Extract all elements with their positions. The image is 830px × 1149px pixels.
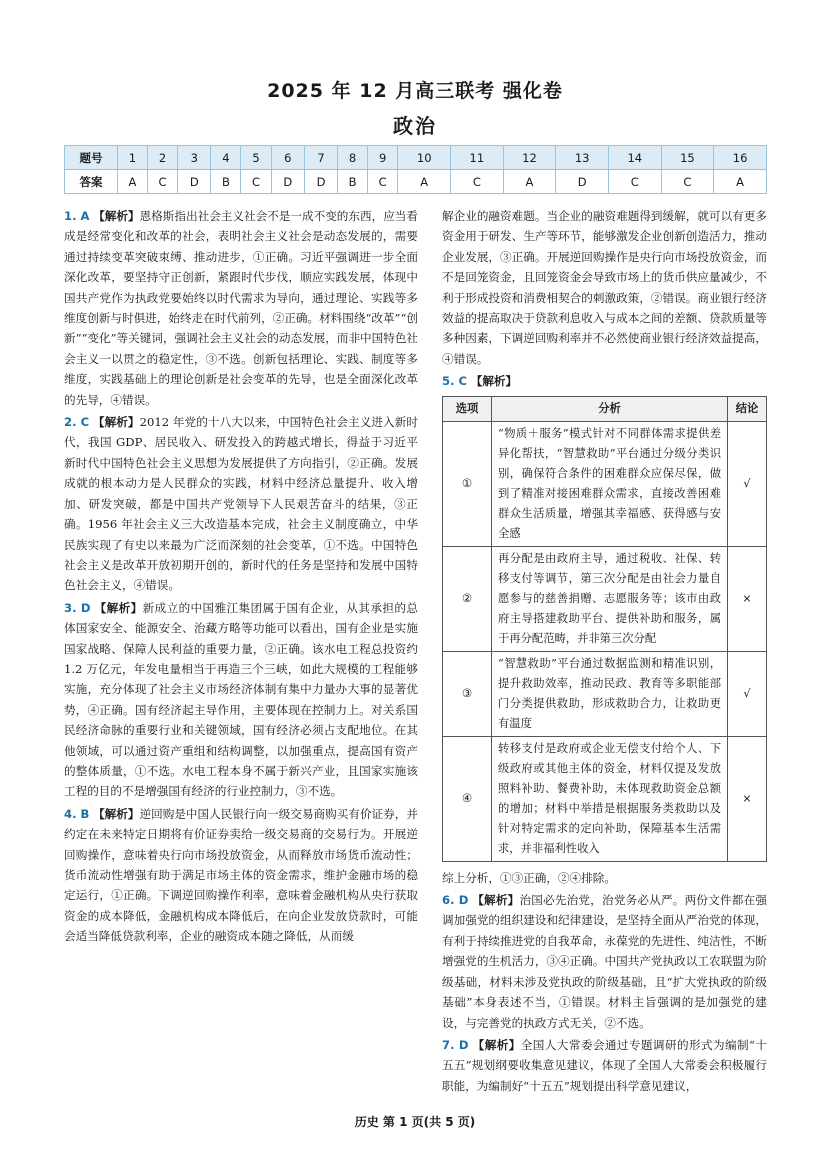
explanation-q2 bbox=[64, 412, 418, 596]
explanation-q3 bbox=[64, 598, 418, 802]
option-analysis: “物质＋服务”模式针对不同群体需求提供差异化帮扶，“智慧救助”平台通过分级分类识别，确保符合条件的困难群众应保尽保，做到了精准对接困难群众需求，直接改善困难群众生活质量，增强其幸福感、获得感与安全感 bbox=[492, 421, 728, 546]
answer-letter: A bbox=[503, 170, 556, 194]
analysis-tag: 【解析】 bbox=[93, 806, 140, 821]
header-analysis: 分析 bbox=[492, 396, 728, 421]
header-conclusion: 结论 bbox=[728, 396, 767, 421]
answer-number: 9 bbox=[368, 146, 398, 170]
analysis-tag: 【解析】 bbox=[472, 1037, 521, 1052]
answer-letter: C bbox=[451, 170, 504, 194]
option-label: ③ bbox=[443, 651, 492, 736]
q5-summary: 综上分析，①③正确，②④排除。 bbox=[442, 870, 616, 885]
answer-number: 13 bbox=[556, 146, 609, 170]
analysis-table-header bbox=[443, 396, 767, 421]
answer-table-number-row bbox=[65, 146, 767, 170]
question-number: 4. B bbox=[64, 806, 90, 821]
table-row bbox=[443, 651, 767, 736]
explanation-q1 bbox=[64, 206, 418, 410]
answer-letter: C bbox=[661, 170, 714, 194]
left-column bbox=[64, 206, 418, 949]
analysis-tag: 【解析】 bbox=[470, 374, 518, 389]
answer-number: 14 bbox=[608, 146, 661, 170]
explanation-text: 逆回购是中国人民银行向一级交易商购买有价证券，并约定在未来特定日期将有价证券卖给一级交易商的交易行为。开展逆回购操作，意味着央行向市场投放资金，从而释放市场货币流动性；货币流动性增强有助于满足市场主体的资金需求，维护金融市场的稳定运行，①正确。下调逆回购操作利率，意味着金融机构从央行获取资金的成本降低，金融机构成本降低后，在向企业发放贷款时，可能会适当降低贷款利率，企业的融资成本随之降低，从而缓 bbox=[64, 806, 418, 944]
answer-letter: C bbox=[368, 170, 398, 194]
explanation-text: 恩格斯指出社会主义社会不是一成不变的东西，应当看成是经常变化和改革的社会，表明社会主义社会是动态发展的，需要通过持续变革突破束缚、推动进步，①正确。习近平强调进一步全面深化改革，要坚持守正创新，紧跟时代步伐，顺应实践发展，体现中国共产党作为执政党要始终以时代需求为导向，通过理论、实践等多维度创新与时俱进，始终走在时代前列，②正确。材料围绕“改革”“创新”“变化”等关键词，强调社会主义社会的动态发展，而非中国特色社会主义一以贯之的稳定性，③不选。创新包括理论、实践、制度等多维度，实践基础上的理论创新是社会变革的先导，也是全面深化改革的先导，④错误。 bbox=[64, 209, 419, 407]
answer-letter: A bbox=[398, 170, 451, 194]
option-analysis: “智慧救助”平台通过数据监测和精准识别，提升救助效率，推动民政、教育等多职能部门分类提供救助，形成救助合力，让救助更有温度 bbox=[492, 651, 728, 736]
subject-title: 政治 bbox=[393, 114, 437, 138]
question-number: 5. C bbox=[442, 374, 468, 389]
answer-table-row-label: 题号 bbox=[65, 146, 118, 170]
answer-number: 16 bbox=[714, 146, 767, 170]
page-title: 2025 年 12 月高三联考 强化卷 bbox=[267, 80, 563, 102]
explanation-q7 bbox=[442, 1035, 767, 1096]
option-label: ④ bbox=[443, 736, 492, 861]
question-number: 7. D bbox=[442, 1037, 469, 1052]
right-column bbox=[442, 206, 767, 1098]
answer-letter: A bbox=[714, 170, 767, 194]
option-analysis: 再分配是由政府主导，通过税收、社保、转移支付等调节，第三次分配是由社会力量自愿参与的慈善捐赠、志愿服务等；该市由政府主导搭建救助平台、提供补助和服务，属于再分配范畴，并非第三次分配 bbox=[492, 546, 728, 651]
explanation-text: 新成立的中国雅江集团属于国有企业，从其承担的总体国家安全、能源安全、治藏方略等功能可以看出，国有企业是实施国家战略、保障人民利益的重要力量，②正确。该水电工程总投资约 1.2 万亿元，年发电量相当于再造三个三峡，如此大规模的工程能够实施，充分体现了社会主义市场经济体制有集中力量办大事的显著优势，④正确。国有经济起主导作用，主要体现在控制力上。对关系国民经济命脉的重要行业和关键领域，国有经济必须占支配地位。在其他领域，可以通过资产重组和结构调整，以加强重点，提高国有资产的整体质量，①不选。水电工程本身不属于新兴产业，且国家实施该工程的目的不是增强国有经济的行业控制力，③不选。 bbox=[64, 600, 418, 799]
question-number: 2. C bbox=[64, 415, 90, 430]
answer-number: 8 bbox=[338, 146, 368, 170]
answer-letter: D bbox=[178, 170, 211, 194]
explanation-text: 治国必先治党，治党务必从严。两份文件都在强调加强党的组织建设和纪律建设，是坚持全面从严治党的体现，有利于持续推进党的自我革命，永葆党的先进性、纯洁性，不断增强党的生机活力，③④正确。中国共产党执政以工农联盟为阶级基础，材料未涉及党执政的阶级基础，且“扩大党执政的阶级基础”本身表述不当，①错误。材料主旨强调的是加强党的建设，与完善党的执政方式无关，②不选。 bbox=[442, 893, 767, 1030]
answer-number: 6 bbox=[271, 146, 304, 170]
analysis-tag: 【解析】 bbox=[92, 415, 140, 430]
table-row bbox=[443, 421, 767, 546]
analysis-tag: 【解析】 bbox=[94, 600, 143, 615]
answer-letter: D bbox=[556, 170, 609, 194]
answer-letter: C bbox=[147, 170, 177, 194]
answer-number: 3 bbox=[178, 146, 211, 170]
answer-number: 11 bbox=[451, 146, 504, 170]
table-row bbox=[443, 546, 767, 651]
explanation-text: 2012 年党的十八大以来，中国特色社会主义进入新时代，我国 GDP、居民收入、研发投入的跨越式增长，得益于习近平新时代中国特色社会主义思想为发展提供了方向指引，②正确。发展成就的根本动力是人民群众的实践，材料中经济总量提升、收入增加、研发突破，都是中国共产党领导下人民艰苦奋斗的结果，③正确。1956 年社会主义三大改造基本完成，社会主义制度确立，中华民族实现了有史以来最为广泛而深刻的社会变革，①不选。中国特色社会主义是改革开放初期开创的，新时代的任务是坚持和发展中国特色社会主义，④错误。 bbox=[64, 415, 418, 593]
question-number: 3. D bbox=[64, 600, 91, 615]
answer-letter: C bbox=[241, 170, 271, 194]
answer-letter: B bbox=[338, 170, 368, 194]
analysis-tag: 【解析】 bbox=[472, 893, 520, 908]
answer-letter: D bbox=[304, 170, 337, 194]
table-row bbox=[443, 736, 767, 861]
question-number: 1. A bbox=[64, 209, 90, 223]
answer-number: 7 bbox=[304, 146, 337, 170]
answer-number: 2 bbox=[147, 146, 177, 170]
answer-number: 1 bbox=[118, 146, 148, 170]
answer-table-row-label: 答案 bbox=[65, 170, 118, 194]
conclusion-mark: × bbox=[728, 546, 767, 651]
explanation-q4 bbox=[64, 804, 418, 947]
answer-letter: C bbox=[608, 170, 661, 194]
explanation-text: 全国人大常委会通过专题调研的形式为编制“十五五”规划纲要收集意见建议，体现了全国人大常委会积极履行职能，为编制好“十五五”规划提出科学意见建议， bbox=[442, 1037, 767, 1093]
explanation-q4-continued: 解企业的融资难题。当企业的融资难题得到缓解，就可以有更多资金用于研发、生产等环节，能够激发企业创新创造活力，推动企业发展，③正确。开展逆回购操作是央行向市场投放资金，而不是回笼资金，且回笼资金会导致市场上的货币供应量减少，不利于形成投资和消费相契合的刺激政策，②错误。商业银行经济效益的提高取决于贷款利息收入与成本之间的差额、贷款质量等多种因素，下调逆回购利率并不必然使商业银行经济效益提高，④错误。 bbox=[442, 209, 767, 366]
question-number: 6. D bbox=[442, 893, 469, 908]
conclusion-mark: √ bbox=[728, 421, 767, 546]
answer-number: 15 bbox=[661, 146, 714, 170]
header-option: 选项 bbox=[443, 396, 492, 421]
option-label: ② bbox=[443, 546, 492, 651]
answer-number: 12 bbox=[503, 146, 556, 170]
answer-table-answer-row bbox=[65, 170, 767, 194]
explanation-q6 bbox=[442, 890, 767, 1033]
answer-number: 4 bbox=[211, 146, 241, 170]
answer-letter: B bbox=[211, 170, 241, 194]
answer-number: 5 bbox=[241, 146, 271, 170]
answer-table bbox=[64, 145, 767, 194]
page-footer: 历史 第 1 页(共 5 页) bbox=[354, 1115, 476, 1129]
answer-number: 10 bbox=[398, 146, 451, 170]
option-label: ① bbox=[443, 421, 492, 546]
analysis-table bbox=[442, 396, 767, 862]
option-analysis: 转移支付是政府或企业无偿支付给个人、下级政府或其他主体的资金，材料仅提及发放照料补助、餐费补助，未体现救助资金总额的增加；材料中举措是根据服务类救助以及针对特定需求的定向补助，保障基本生活需求，并非福利性收入 bbox=[492, 736, 728, 861]
answer-letter: A bbox=[118, 170, 148, 194]
answer-letter: D bbox=[271, 170, 304, 194]
analysis-tag: 【解析】 bbox=[93, 209, 140, 223]
conclusion-mark: √ bbox=[728, 651, 767, 736]
explanation-q5 bbox=[442, 371, 767, 391]
conclusion-mark: × bbox=[728, 736, 767, 861]
